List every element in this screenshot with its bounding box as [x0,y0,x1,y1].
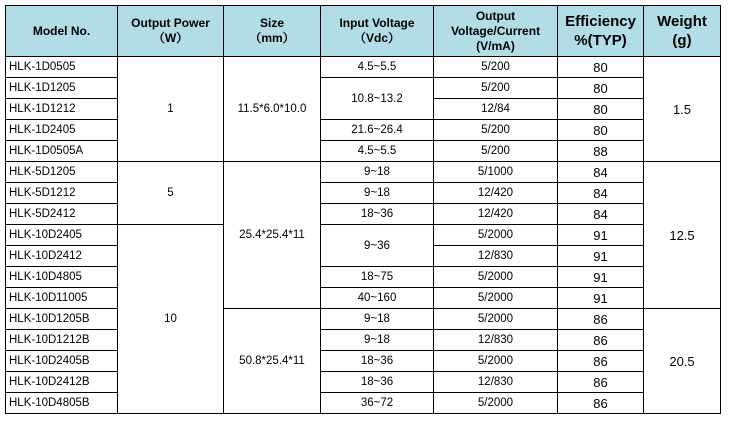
model-cell: HLK-1D0505 [6,57,118,78]
output-cell: 5/2000 [434,267,558,288]
table-row [6,78,721,99]
input-voltage-cell: 9~18 [321,309,434,330]
table-row [6,57,721,78]
input-voltage-cell: 36~72 [321,393,434,414]
efficiency-cell: 80 [558,57,644,78]
output-cell: 5/200 [434,141,558,162]
output-cell: 12/830 [434,246,558,267]
weight-cell: 1.5 [644,57,721,162]
model-cell: HLK-10D4805 [6,267,118,288]
efficiency-cell: 86 [558,393,644,414]
output-cell: 12/420 [434,204,558,225]
input-voltage-cell: 9~36 [321,225,434,267]
input-voltage-cell: 18~36 [321,351,434,372]
output-cell: 5/2000 [434,288,558,309]
header-row [6,6,721,57]
input-voltage-cell: 4.5~5.5 [321,141,434,162]
table-row [6,351,721,372]
input-voltage-cell: 9~18 [321,330,434,351]
table-row [6,183,721,204]
output-cell: 12/830 [434,372,558,393]
table-row [6,267,721,288]
model-cell: HLK-1D1205 [6,78,118,99]
efficiency-cell: 91 [558,225,644,246]
model-cell: HLK-1D1212 [6,99,118,120]
header-efficiency: Efficiency %(TYP) [558,6,644,57]
output-cell: 5/1000 [434,162,558,183]
efficiency-cell: 88 [558,141,644,162]
header-weight: Weight (g) [644,6,721,57]
input-voltage-cell: 18~75 [321,267,434,288]
model-cell: HLK-10D11005 [6,288,118,309]
model-cell: HLK-1D2405 [6,120,118,141]
input-voltage-cell: 40~160 [321,288,434,309]
header-size: Size （mm） [224,6,321,57]
power-cell: 1 [118,57,224,162]
model-cell: HLK-10D4805B [6,393,118,414]
power-cell: 10 [118,225,224,414]
input-voltage-cell: 18~36 [321,372,434,393]
model-cell: HLK-5D2412 [6,204,118,225]
efficiency-cell: 84 [558,204,644,225]
efficiency-cell: 84 [558,162,644,183]
model-cell: HLK-10D1205B [6,309,118,330]
efficiency-cell: 86 [558,372,644,393]
model-cell: HLK-10D1212B [6,330,118,351]
model-cell: HLK-5D1212 [6,183,118,204]
output-cell: 5/200 [434,78,558,99]
efficiency-cell: 91 [558,288,644,309]
output-cell: 12/420 [434,183,558,204]
model-cell: HLK-5D1205 [6,162,118,183]
model-cell: HLK-10D2412B [6,372,118,393]
size-cell: 25.4*25.4*11 [224,162,321,309]
table-row [6,309,721,330]
size-cell: 11.5*6.0*10.0 [224,57,321,162]
input-voltage-cell: 10.8~13.2 [321,78,434,120]
table-row [6,120,721,141]
table-row [6,393,721,414]
table-row [6,372,721,393]
model-cell: HLK-10D2405B [6,351,118,372]
header-output-power: Output Power （W） [118,6,224,57]
input-voltage-cell: 18~36 [321,204,434,225]
header-output-voltage-current: Output Voltage/Current (V/mA) [434,6,558,57]
efficiency-cell: 86 [558,309,644,330]
input-voltage-cell: 21.6~26.4 [321,120,434,141]
input-voltage-cell: 9~18 [321,162,434,183]
output-cell: 5/2000 [434,309,558,330]
output-cell: 5/2000 [434,393,558,414]
power-cell: 5 [118,162,224,225]
efficiency-cell: 91 [558,246,644,267]
output-cell: 5/200 [434,120,558,141]
input-voltage-cell: 4.5~5.5 [321,57,434,78]
model-cell: HLK-10D2405 [6,225,118,246]
output-cell: 12/830 [434,330,558,351]
table-row [6,288,721,309]
table-row [6,225,721,246]
efficiency-cell: 86 [558,351,644,372]
output-cell: 5/200 [434,57,558,78]
weight-cell: 12.5 [644,162,721,309]
efficiency-cell: 80 [558,120,644,141]
table-row [6,204,721,225]
efficiency-cell: 80 [558,99,644,120]
efficiency-cell: 91 [558,267,644,288]
header-input-voltage: Input Voltage （Vdc） [321,6,434,57]
table-row [6,162,721,183]
output-cell: 5/2000 [434,225,558,246]
size-cell: 50.8*25.4*11 [224,309,321,414]
table-row [6,141,721,162]
model-cell: HLK-10D2412 [6,246,118,267]
efficiency-cell: 86 [558,330,644,351]
table-row [6,330,721,351]
output-cell: 5/2000 [434,351,558,372]
spec-table [5,5,721,414]
input-voltage-cell: 9~18 [321,183,434,204]
header-model: Model No. [6,6,118,57]
model-cell: HLK-1D0505A [6,141,118,162]
efficiency-cell: 84 [558,183,644,204]
efficiency-cell: 80 [558,78,644,99]
output-cell: 12/84 [434,99,558,120]
weight-cell: 20.5 [644,309,721,414]
